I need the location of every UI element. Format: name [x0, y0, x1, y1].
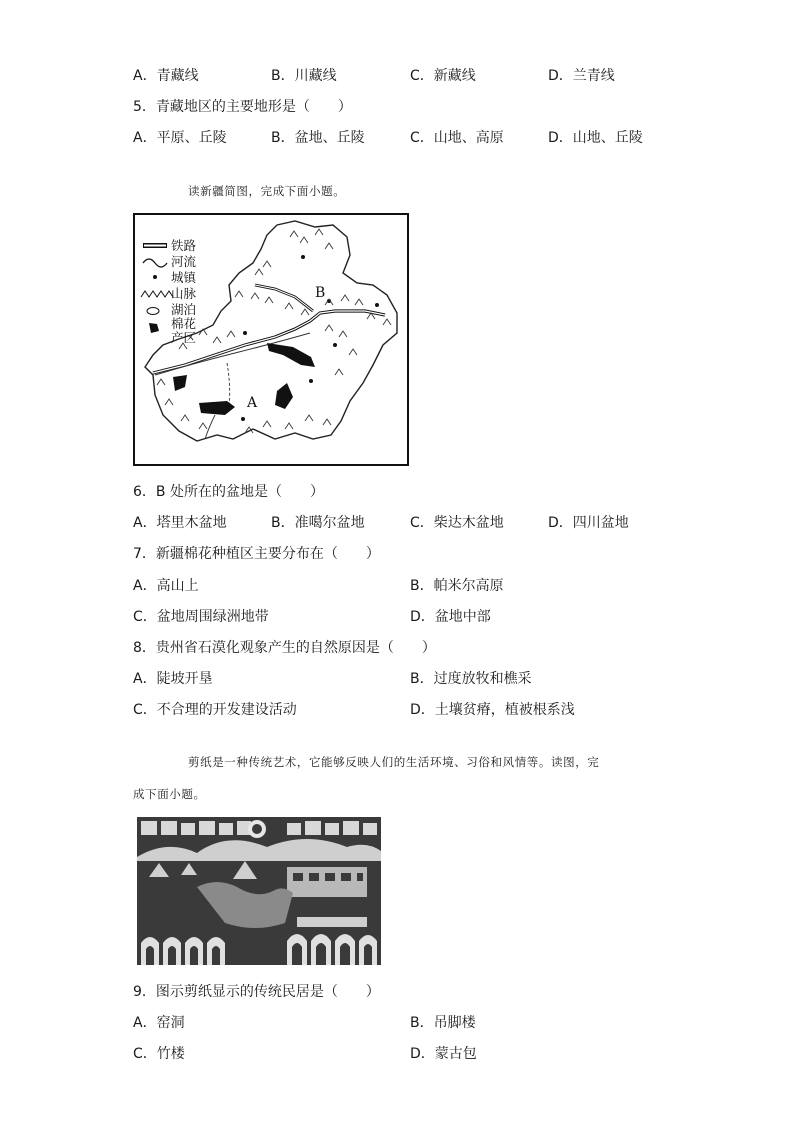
q4-option-d: D．兰青线: [548, 68, 615, 84]
q9-stem: 9．图示剪纸显示的传统民居是（ ）: [133, 984, 380, 1000]
cotton-area-1: [267, 343, 315, 367]
q7-option-a: A．高山上: [133, 578, 199, 594]
q6-option-b: B．准噶尔盆地: [271, 515, 365, 531]
q5-option-b: B．盆地、丘陵: [271, 130, 365, 146]
q4-option-a: A．青藏线: [133, 68, 199, 84]
q5-stem: 5．青藏地区的主要地形是（ ）: [133, 99, 352, 115]
legend-lake-label: 湖泊: [171, 302, 197, 317]
legend-mountain-symbol: [141, 291, 173, 297]
q9-option-b: B．吊脚楼: [410, 1015, 476, 1031]
town-dot: [301, 255, 305, 259]
legend-cotton-label: 棉花: [171, 316, 197, 331]
legend-lake-symbol: [147, 308, 159, 315]
town-dot: [241, 417, 245, 421]
q8-stem: 8．贵州省石漠化观象产生的自然原因是（ ）: [133, 640, 436, 656]
railway-branch-inner: [255, 285, 313, 311]
legend-cotton-symbol: [149, 323, 159, 333]
q6-stem: 6．B 处所在的盆地是（ ）: [133, 484, 324, 500]
papercut-intro-line1: 剪纸是一种传统艺术，它能够反映人们的生活环境、习俗和风情等。读图，完: [188, 755, 600, 769]
q7-option-c: C．盆地周围绿洲地带: [133, 609, 269, 625]
q8-option-b: B．过度放牧和樵采: [410, 671, 532, 687]
railway-branch: [255, 285, 313, 311]
papercut-intro-line2: 成下面小题。: [133, 787, 206, 801]
q7-option-b: B．帕米尔高原: [410, 578, 504, 594]
cotton-area-3: [199, 401, 235, 415]
q6-option-d: D．四川盆地: [548, 515, 629, 531]
legend-river-label: 河流: [171, 254, 197, 269]
q8-option-d: D．土壤贫瘠，植被根系浅: [410, 702, 575, 718]
xinjiang-map: [135, 215, 407, 464]
map-label-b: B: [315, 285, 326, 301]
q8-option-c: C．不合理的开发建设活动: [133, 702, 297, 718]
q7-option-d: D．盆地中部: [410, 609, 491, 625]
q6-option-c: C．柴达木盆地: [410, 515, 504, 531]
cotton-area-4: [275, 383, 293, 409]
q9-option-c: C．竹楼: [133, 1046, 185, 1062]
legend-town-label: 城镇: [171, 270, 197, 285]
town-dot: [243, 331, 247, 335]
q9-option-a: A．窑洞: [133, 1015, 185, 1031]
papercut-image: [137, 817, 381, 965]
q4-option-c: C．新藏线: [410, 68, 476, 84]
q6-option-a: A．塔里木盆地: [133, 515, 227, 531]
q5-option-d: D．山地、丘陵: [548, 130, 643, 146]
q9-option-d: D．蒙古包: [410, 1046, 477, 1062]
xinjiang-map-figure: [133, 213, 409, 466]
cotton-area-2: [173, 375, 187, 391]
xinjiang-intro: 读新疆简图，完成下面小题。: [188, 184, 346, 198]
map-label-a: A: [247, 395, 258, 411]
q4-option-b: B．川藏线: [271, 68, 337, 84]
legend-railway-label: 铁路: [171, 238, 197, 253]
q5-option-a: A．平原、丘陵: [133, 130, 227, 146]
q5-option-c: C．山地、高原: [410, 130, 504, 146]
q7-stem: 7．新疆棉花种植区主要分布在（ ）: [133, 546, 380, 562]
town-dot: [375, 303, 379, 307]
town-dot: [333, 343, 337, 347]
legend-river-symbol: [143, 259, 167, 267]
q8-option-a: A．陡坡开垦: [133, 671, 213, 687]
town-dot: [309, 379, 313, 383]
map-legend: [141, 238, 198, 345]
legend-town-symbol: [153, 275, 157, 279]
legend-production-area-label: 产区: [171, 330, 197, 345]
legend-mountain-label: 山脉: [171, 286, 197, 301]
